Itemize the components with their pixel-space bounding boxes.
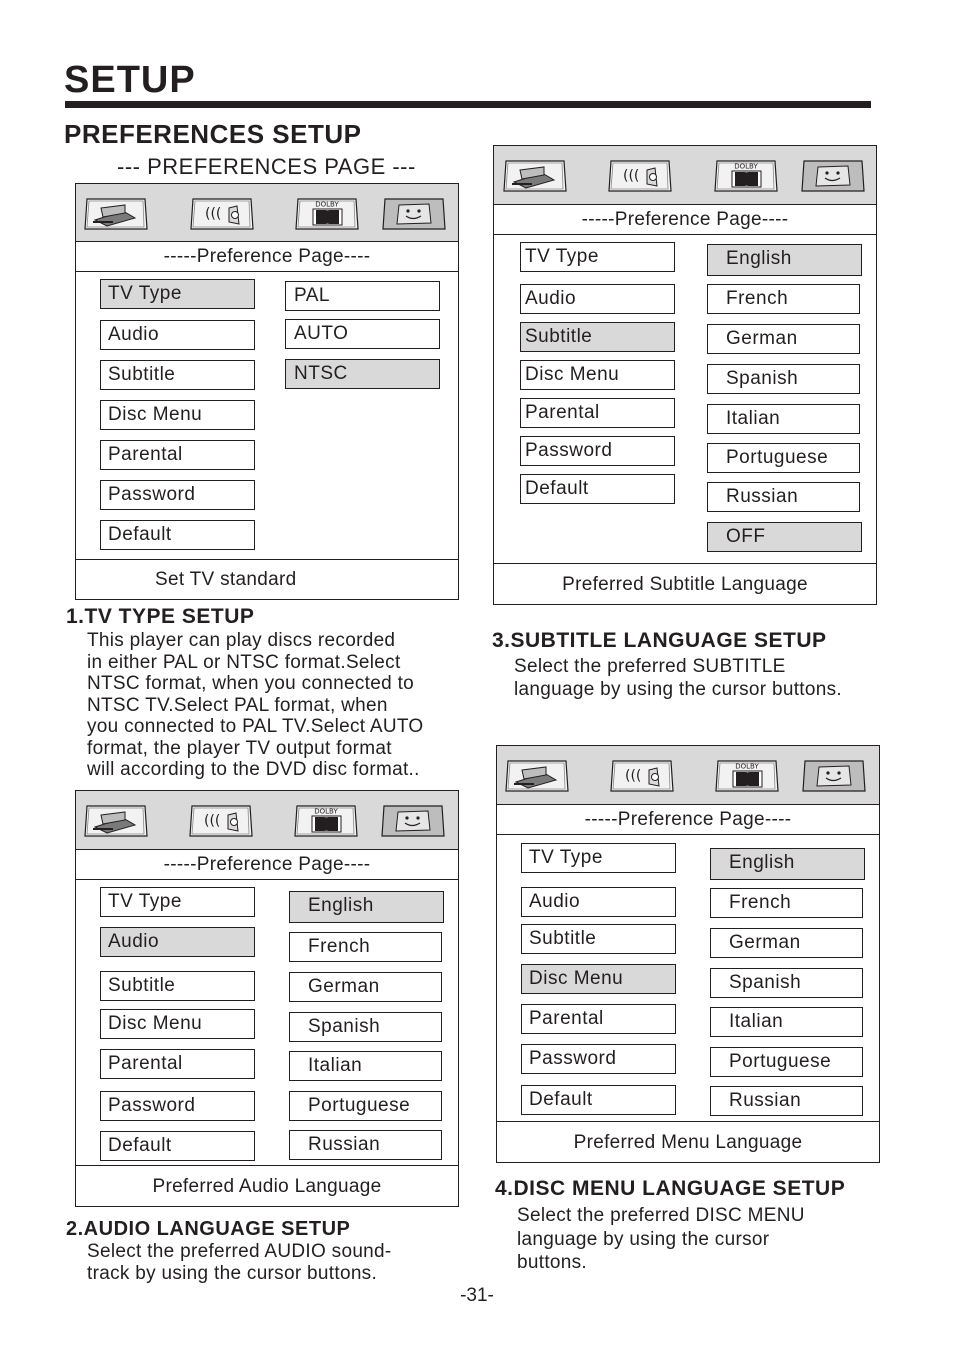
option-russian[interactable]: Russian — [710, 1086, 863, 1116]
option-german[interactable]: German — [707, 324, 860, 354]
audio-setup-icon-graphic — [188, 803, 254, 839]
preferences-setup-icon[interactable] — [380, 803, 446, 839]
menu-item-audio[interactable]: Audio — [100, 927, 255, 957]
menu-item-tv-type[interactable]: TV Type — [100, 887, 255, 917]
svg-text:DOLBY: DOLBY — [735, 762, 759, 771]
general-setup-icon-graphic — [83, 196, 149, 232]
svg-text:(((: ((( — [204, 813, 221, 829]
tv-type-screen — [75, 183, 459, 600]
dolby-setup-icon-graphic — [293, 803, 359, 839]
menu-item-disc-menu[interactable]: Disc Menu — [520, 360, 675, 390]
svg-text:DOLBY: DOLBY — [314, 807, 338, 816]
general-setup-icon[interactable] — [502, 158, 568, 194]
svg-text:DOLBY: DOLBY — [315, 200, 339, 209]
icon-bar — [497, 746, 879, 805]
dolby-setup-icon-graphic — [294, 196, 360, 232]
dolby-setup-icon[interactable] — [293, 803, 359, 839]
menu-item-password[interactable]: Password — [100, 1091, 255, 1121]
audio-setup-icon-graphic — [609, 758, 675, 794]
menu-item-default[interactable]: Default — [100, 1131, 255, 1161]
menu-item-default[interactable]: Default — [520, 474, 675, 504]
menu-item-disc-menu[interactable]: Disc Menu — [521, 964, 676, 994]
audio-setup-icon[interactable] — [609, 758, 675, 794]
dolby-setup-icon[interactable] — [713, 158, 779, 194]
option-spanish[interactable]: Spanish — [289, 1012, 442, 1042]
status-footer: Set TV standard — [76, 559, 458, 599]
audio-setup-icon-graphic — [189, 196, 255, 232]
preferences-setup-icon-graphic — [381, 196, 447, 232]
menu-item-parental[interactable]: Parental — [100, 440, 255, 470]
disc-menu-screen — [496, 745, 880, 1163]
section-subtitle: --- PREFERENCES PAGE --- — [117, 154, 416, 179]
option-german[interactable]: German — [289, 972, 442, 1002]
icon-bar — [494, 146, 876, 205]
subtitle-screen — [493, 145, 877, 605]
general-setup-icon-graphic — [83, 803, 149, 839]
tv-type-heading: 1.TV TYPE SETUP — [66, 605, 255, 628]
option-portuguese[interactable]: Portuguese — [289, 1091, 442, 1121]
menu-item-subtitle[interactable]: Subtitle — [520, 322, 675, 352]
preferences-setup-icon-graphic — [801, 758, 867, 794]
audio-body: Select the preferred AUDIO sound- track by using the cursor buttons. — [87, 1241, 392, 1284]
menu-item-password[interactable]: Password — [521, 1044, 676, 1074]
option-auto[interactable]: AUTO — [285, 319, 440, 349]
status-footer: Preferred Menu Language — [497, 1121, 879, 1162]
menu-item-parental[interactable]: Parental — [520, 398, 675, 428]
menu-item-password[interactable]: Password — [520, 436, 675, 466]
option-ntsc[interactable]: NTSC — [285, 359, 440, 389]
icon-bar — [76, 184, 458, 242]
dolby-setup-icon-graphic — [714, 758, 780, 794]
dolby-setup-icon-graphic — [713, 158, 779, 194]
general-setup-icon[interactable] — [83, 196, 149, 232]
menu-item-parental[interactable]: Parental — [521, 1004, 676, 1034]
preferences-setup-icon-graphic — [380, 803, 446, 839]
preferences-setup-icon-graphic — [800, 158, 866, 194]
option-english[interactable]: English — [710, 848, 865, 880]
audio-screen — [75, 790, 459, 1207]
menu-item-default[interactable]: Default — [100, 520, 255, 550]
menu-item-tv-type[interactable]: TV Type — [100, 279, 255, 309]
audio-heading: 2.AUDIO LANGUAGE SETUP — [66, 1218, 351, 1240]
status-footer: Preferred Subtitle Language — [494, 563, 876, 604]
menu-item-default[interactable]: Default — [521, 1085, 676, 1115]
status-footer: Preferred Audio Language — [76, 1165, 458, 1206]
option-portuguese[interactable]: Portuguese — [707, 443, 860, 473]
general-setup-icon[interactable] — [83, 803, 149, 839]
disc-menu-heading: 4.DISC MENU LANGUAGE SETUP — [495, 1177, 846, 1200]
preferences-setup-icon[interactable] — [800, 158, 866, 194]
icon-bar — [76, 791, 458, 850]
menu-item-disc-menu[interactable]: Disc Menu — [100, 400, 255, 430]
svg-text:DOLBY: DOLBY — [734, 162, 758, 171]
menu-item-disc-menu[interactable]: Disc Menu — [100, 1009, 255, 1039]
page-number: -31- — [460, 1285, 494, 1306]
option-off[interactable]: OFF — [707, 522, 862, 552]
menu-item-parental[interactable]: Parental — [100, 1049, 255, 1079]
general-setup-icon-graphic — [504, 758, 570, 794]
disc-menu-body: Select the preferred DISC MENU language by using the cursor buttons. — [517, 1205, 805, 1273]
option-italian[interactable]: Italian — [707, 404, 860, 434]
audio-setup-icon-graphic — [607, 158, 673, 194]
menu-item-audio[interactable]: Audio — [520, 284, 675, 314]
preferences-setup-icon[interactable] — [801, 758, 867, 794]
option-portuguese[interactable]: Portuguese — [710, 1047, 863, 1077]
option-italian[interactable]: Italian — [710, 1007, 863, 1037]
option-german[interactable]: German — [710, 928, 863, 958]
menu-item-subtitle[interactable]: Subtitle — [100, 971, 255, 1001]
title-rule — [65, 101, 871, 108]
page-header: -----Preference Page---- — [497, 806, 879, 835]
option-pal[interactable]: PAL — [285, 281, 440, 311]
menu-item-audio[interactable]: Audio — [521, 887, 676, 917]
audio-setup-icon[interactable] — [189, 196, 255, 232]
option-french[interactable]: French — [289, 932, 442, 962]
option-french[interactable]: French — [707, 284, 860, 314]
option-italian[interactable]: Italian — [289, 1051, 442, 1081]
dolby-setup-icon[interactable] — [294, 196, 360, 232]
menu-item-tv-type[interactable]: TV Type — [520, 242, 675, 272]
option-spanish[interactable]: Spanish — [707, 364, 860, 394]
general-setup-icon[interactable] — [504, 758, 570, 794]
option-english[interactable]: English — [289, 891, 444, 923]
preferences-setup-icon[interactable] — [381, 196, 447, 232]
page-header: -----Preference Page---- — [76, 851, 458, 880]
page-header: -----Preference Page---- — [76, 243, 458, 272]
menu-item-subtitle[interactable]: Subtitle — [100, 360, 255, 390]
menu-item-subtitle[interactable]: Subtitle — [521, 924, 676, 954]
option-english[interactable]: English — [707, 244, 862, 276]
svg-text:(((: ((( — [623, 168, 640, 184]
section-title: PREFERENCES SETUP — [64, 119, 362, 149]
general-setup-icon-graphic — [502, 158, 568, 194]
subtitle-body: Select the preferred SUBTITLE language by using the cursor buttons. — [514, 656, 842, 700]
svg-text:(((: ((( — [205, 206, 222, 222]
menu-item-audio[interactable]: Audio — [100, 320, 255, 350]
option-french[interactable]: French — [710, 888, 863, 918]
menu-item-password[interactable]: Password — [100, 480, 255, 510]
subtitle-heading: 3.SUBTITLE LANGUAGE SETUP — [492, 629, 827, 652]
svg-text:(((: ((( — [625, 768, 642, 784]
menu-item-tv-type[interactable]: TV Type — [521, 843, 676, 873]
page-title: SETUP — [64, 59, 196, 101]
option-spanish[interactable]: Spanish — [710, 968, 863, 998]
dolby-setup-icon[interactable] — [714, 758, 780, 794]
audio-setup-icon[interactable] — [607, 158, 673, 194]
audio-setup-icon[interactable] — [188, 803, 254, 839]
tv-type-body: This player can play discs recorded in either PAL or NTSC format.Select NTSC format, when you connected to NTSC TV.Select PAL format, when you connected to PAL TV.Select AUTO format, the player TV output format will according to the DVD disc format.. — [87, 630, 424, 780]
option-russian[interactable]: Russian — [707, 482, 860, 512]
option-russian[interactable]: Russian — [289, 1130, 442, 1160]
page-header: -----Preference Page---- — [494, 206, 876, 235]
